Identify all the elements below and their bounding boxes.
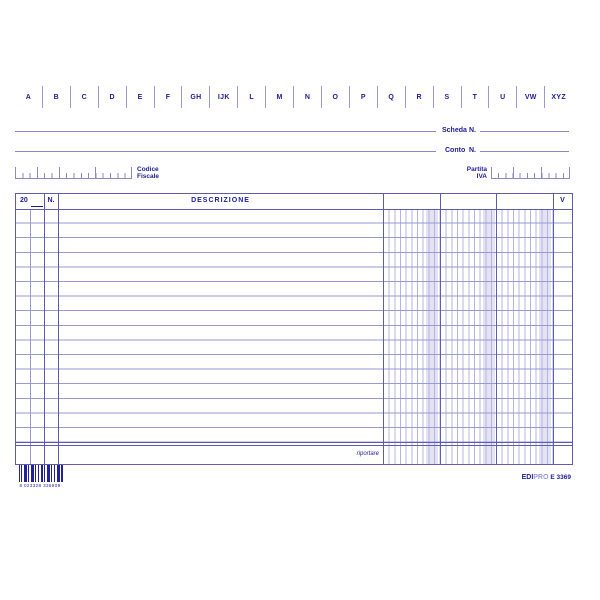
ledger-table xyxy=(15,193,573,465)
codice-fiscale-label: Codice Fiscale xyxy=(137,166,160,180)
index-cell-u xyxy=(489,86,517,108)
scheda-write-line xyxy=(15,131,436,132)
description-column-border xyxy=(383,194,384,464)
riportare-label: riportare xyxy=(356,451,379,457)
conto-label: Conto xyxy=(445,147,466,154)
index-cell-l xyxy=(238,86,266,108)
index-letter: B xyxy=(53,93,60,101)
index-cell-s xyxy=(434,86,462,108)
index-letter: T xyxy=(472,93,478,101)
year-header: 20 xyxy=(20,197,28,204)
partita-iva-label: Partita IVA xyxy=(466,166,487,180)
comb-ticks xyxy=(491,173,570,179)
brand-mark xyxy=(500,474,571,481)
index-letter: VW xyxy=(524,93,537,101)
conto-number-line xyxy=(480,151,569,152)
index-letter: O xyxy=(332,93,339,101)
index-letter: P xyxy=(360,93,366,101)
total-rule-upper xyxy=(16,442,572,443)
index-letter: R xyxy=(416,93,422,101)
index-letter: C xyxy=(81,93,87,101)
amount2-column-border xyxy=(496,194,497,464)
amount3-column-border xyxy=(553,194,554,464)
comb-ticks xyxy=(15,173,132,179)
index-cell-a xyxy=(15,86,43,108)
index-cell-f xyxy=(155,86,183,108)
index-cell-n xyxy=(294,86,322,108)
alphabet-index xyxy=(15,86,572,108)
brand-pro: PRO xyxy=(533,474,549,481)
index-letter: IJK xyxy=(217,93,230,101)
index-letter: M xyxy=(276,93,283,101)
scheda-number-line xyxy=(480,131,569,132)
index-letter: GH xyxy=(190,93,202,101)
index-cell-b xyxy=(43,86,71,108)
barcode-digits: 8 023328 336909 xyxy=(19,482,61,488)
index-cell-e xyxy=(127,86,155,108)
index-letter: L xyxy=(249,93,254,101)
brand-edi: EDI xyxy=(521,474,534,481)
index-cell-q xyxy=(378,86,406,108)
ean-barcode xyxy=(16,465,64,489)
index-letter: A xyxy=(25,93,32,101)
product-code: E 3369 xyxy=(550,474,571,481)
conto-write-line xyxy=(15,151,436,152)
description-header: DESCRIZIONE xyxy=(191,197,250,204)
index-cell-r xyxy=(406,86,434,108)
index-letter: S xyxy=(444,93,450,101)
year-write-line xyxy=(31,206,43,207)
index-cell-xyz xyxy=(545,86,572,108)
index-letter: E xyxy=(137,93,143,101)
number-header: N. xyxy=(47,197,55,204)
checkmark-header: V xyxy=(560,197,565,204)
index-letter: D xyxy=(109,93,115,101)
index-letter: U xyxy=(500,93,506,101)
scheda-number-label: N. xyxy=(469,127,476,134)
index-cell-o xyxy=(322,86,350,108)
index-letter: Q xyxy=(388,93,395,101)
partita-iva-comb xyxy=(491,167,570,179)
scheda-label: Scheda xyxy=(442,127,467,134)
codice-fiscale-comb xyxy=(15,167,132,179)
index-letter: XYZ xyxy=(551,93,566,101)
index-cell-m xyxy=(266,86,294,108)
conto-number-label: N. xyxy=(469,147,476,154)
year-subdivider xyxy=(30,209,31,464)
number-column-border xyxy=(58,194,59,464)
index-cell-p xyxy=(350,86,378,108)
index-letter: F xyxy=(165,93,171,101)
table-row-lines xyxy=(16,209,572,443)
index-letter: N xyxy=(304,93,311,101)
index-cell-d xyxy=(99,86,127,108)
index-cell-gh xyxy=(182,86,210,108)
index-cell-ijk xyxy=(210,86,238,108)
barcode-bars xyxy=(19,465,63,482)
index-cell-vw xyxy=(517,86,545,108)
index-cell-c xyxy=(71,86,99,108)
index-cell-t xyxy=(462,86,490,108)
header-bottom-line xyxy=(16,209,572,210)
year-column-border xyxy=(44,194,45,464)
amount1-column-border xyxy=(440,194,441,464)
